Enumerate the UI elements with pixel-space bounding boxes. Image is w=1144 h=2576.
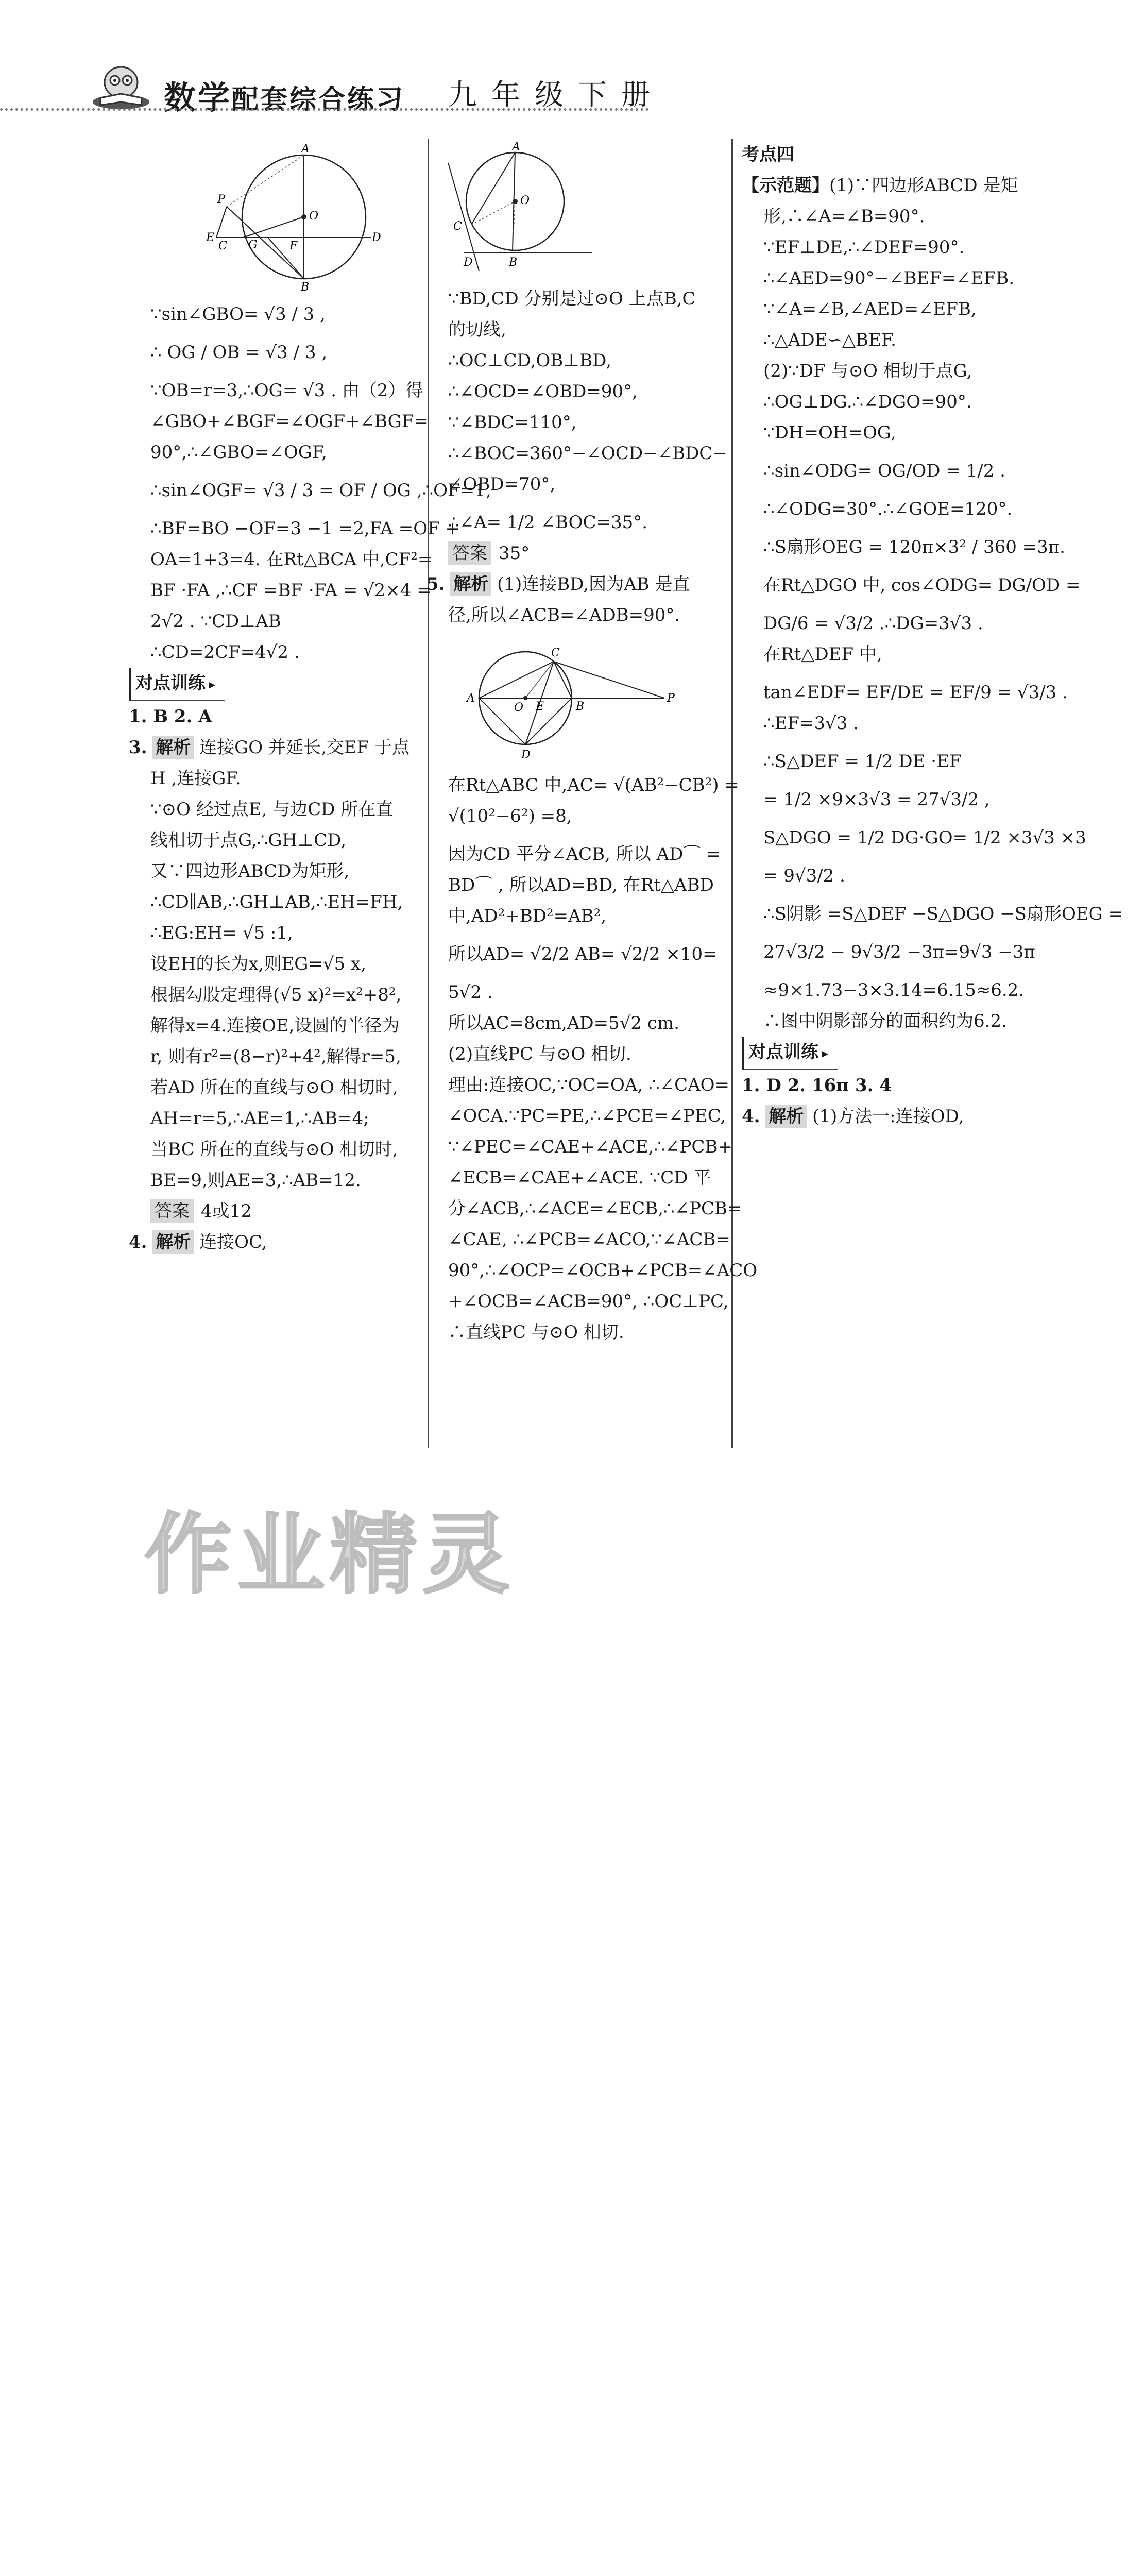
- analysis-tag: 解析: [450, 572, 491, 596]
- answer-row: 答案 35°: [448, 538, 726, 569]
- text-line: √(10²−6²) =8,: [448, 806, 572, 826]
- svg-text:E: E: [536, 700, 544, 713]
- text-line: 解得x=4.连接OE,设圆的半径为: [150, 1015, 400, 1036]
- header-dotted-rule: [0, 108, 649, 111]
- svg-text:C: C: [551, 647, 560, 659]
- answer-row: 答案 4或12: [129, 1196, 422, 1227]
- text-line: ∴S扇形OEG = 120π×3² / 360 =3π.: [763, 537, 1065, 557]
- watermark: 作业精灵: [144, 1504, 516, 1606]
- svg-text:B: B: [509, 256, 518, 269]
- text-line: 因为CD 平分∠ACB, 所以 AD⌒ =: [448, 844, 721, 865]
- svg-text:B: B: [301, 281, 310, 294]
- svg-text:C: C: [218, 240, 227, 252]
- text-line: ∵OB=r=3,∴OG= √3 . 由（2）得: [150, 380, 423, 401]
- text-line: ∴OC⊥CD,OB⊥BD,: [448, 350, 612, 371]
- text-line: 所以AC=8cm,AD=5√2 cm.: [448, 1013, 679, 1033]
- text-line: 若AD 所在的直线与⊙O 相切时,: [150, 1077, 398, 1098]
- svg-text:C: C: [453, 220, 462, 233]
- text-line: 的切线,: [448, 319, 506, 340]
- text-line: ∴OG⊥DG.∴∠DGO=90°.: [763, 392, 972, 412]
- text-line: OA=1+3=4. 在Rt△BCA 中,CF²=: [150, 549, 433, 570]
- text-line: BE=9,则AE=3,∴AB=12.: [150, 1170, 361, 1191]
- text-line: ∴直线PC 与⊙O 相切.: [448, 1322, 624, 1343]
- text-line: ∴∠BOC=360°−∠OCD−∠BDC−: [448, 443, 727, 464]
- text-line: 在Rt△ABC 中,AC= √(AB²−CB²) =: [448, 775, 739, 795]
- text-line: ∵∠BDC=110°,: [448, 412, 577, 433]
- analysis-tag: 解析: [152, 1230, 194, 1254]
- text-line: ∴∠AED=90°−∠BEF=∠EFB.: [763, 268, 1015, 289]
- svg-text:D: D: [464, 256, 473, 269]
- answer-line: 1. B 2. A: [129, 706, 212, 727]
- text-line: 线相切于点G,∴GH⊥CD,: [150, 830, 347, 851]
- text-line: BD⌒ , 所以AD=BD, 在Rt△ABD: [448, 875, 714, 895]
- text-line: ∴∠ODG=30°.∴∠GOE=120°.: [763, 499, 1013, 519]
- text-line: 27√3/2 − 9√3/2 −3π=9√3 −3π: [763, 942, 1035, 962]
- text-line: (2)直线PC 与⊙O 相切.: [448, 1044, 631, 1064]
- text-line: ∴EG:EH= √5 :1,: [150, 923, 293, 943]
- column-middle: [426, 139, 758, 1348]
- text-line: ∴CD∥AB,∴GH⊥AB,∴EH=FH,: [150, 892, 403, 912]
- text-line: 90°,∴∠OCP=∠OCB+∠PCB=∠ACO: [448, 1260, 758, 1281]
- analysis-tag: 解析: [765, 1105, 807, 1128]
- text-line: 90°,∴∠GBO=∠OGF,: [150, 442, 327, 463]
- svg-text:G: G: [248, 239, 258, 251]
- text-line: ∵sin∠GBO= √3 / 3 ,: [150, 304, 326, 325]
- text-line: AH=r=5,∴AE=1,∴AB=4;: [150, 1108, 369, 1129]
- section-heading-practice: 对点训练 ▸: [742, 1037, 838, 1070]
- text-line: ∴∠OCD=∠OBD=90°,: [448, 381, 638, 402]
- text-line: ∴S阴影 =S△DEF −S△DGO −S扇形OEG =: [763, 904, 1123, 924]
- text-line: 根据勾股定理得(√5 x)²=x²+8²,: [150, 985, 402, 1005]
- text-line: ∴S△DEF = 1/2 DE ·EF: [763, 751, 962, 772]
- text-line: ∠ECB=∠CAE+∠ACE. ∵CD 平: [448, 1167, 711, 1188]
- svg-text:P: P: [217, 193, 225, 206]
- text-line: ∵EF⊥DE,∴∠DEF=90°.: [763, 237, 965, 258]
- text-line: 在Rt△DGO 中, cos∠ODG= DG/OD =: [763, 575, 1081, 596]
- svg-text:O: O: [520, 194, 530, 207]
- svg-text:A: A: [512, 141, 520, 154]
- text-line: ≈9×1.73−3×3.14=6.15≈6.2.: [763, 980, 1025, 1001]
- text-line: 所以AD= √2/2 AB= √2/2 ×10=: [448, 944, 718, 964]
- topic-heading: 考点四: [742, 144, 794, 165]
- section-heading-practice: 对点训练 ▸: [129, 668, 225, 701]
- svg-text:A: A: [301, 143, 310, 156]
- text-line: BF ·FA ,∴CF =BF ·FA = √2×4 =: [150, 580, 432, 601]
- text-line: ∴ OG / OB = √3 / 3 ,: [150, 342, 328, 363]
- text-line: = 9√3/2 .: [763, 866, 845, 886]
- reading-owl-logo-icon: [90, 62, 152, 113]
- example-tag: 【示范题】: [742, 175, 829, 196]
- svg-text:O: O: [514, 701, 524, 714]
- grade-label: 九年级下册: [448, 78, 664, 112]
- answer-tag: 答案: [150, 1199, 194, 1223]
- answer-line: 1. D 2. 16π 3. 4: [742, 1075, 892, 1096]
- text-line: 理由:连接OC,∵OC=OA, ∴∠CAO=: [448, 1075, 730, 1095]
- text-line: (2)∵DF 与⊙O 相切于点G,: [763, 361, 972, 381]
- svg-text:D: D: [372, 231, 381, 244]
- svg-text:B: B: [576, 700, 585, 713]
- text-line: 5√2 .: [448, 982, 493, 1003]
- text-line: ∠OCA.∵PC=PE,∴∠PCE=∠PEC,: [448, 1106, 726, 1126]
- text-line: 2√2 . ∵CD⊥AB: [150, 611, 281, 632]
- text-line: +∠OCB=∠ACB=90°, ∴OC⊥PC,: [448, 1291, 729, 1312]
- text-line: ∴△ADE∽△BEF.: [763, 330, 896, 350]
- svg-text:O: O: [309, 210, 319, 223]
- text-line: 又∵四边形ABCD为矩形,: [150, 861, 350, 882]
- text-line: ∴EF=3√3 .: [763, 713, 859, 734]
- circle-geometry-figure-1: [206, 142, 381, 294]
- text-line: 设EH的长为x,则EG=√5 x,: [150, 954, 367, 974]
- text-line: 在Rt△DEF 中,: [763, 644, 882, 665]
- text-line: S△DGO = 1/2 DG·GO= 1/2 ×3√3 ×3: [763, 827, 1086, 848]
- text-line: 径,所以∠ACB=∠ADB=90°.: [448, 605, 680, 625]
- text-line: ∴∠A= 1/2 ∠BOC=35°.: [448, 512, 648, 533]
- column-divider: [428, 139, 429, 1448]
- page-header: [0, 0, 1144, 118]
- text-line: 分∠ACB,∴∠ACE=∠ECB,∴∠PCB=: [448, 1198, 742, 1219]
- problem-3-start: 3. 解析 连接GO 并延长,交EF 于点: [129, 732, 422, 763]
- circle-chord-figure: [448, 634, 695, 762]
- text-line: ∴图中阴影部分的面积约为6.2.: [763, 1011, 1007, 1031]
- svg-text:E: E: [206, 231, 215, 244]
- book-title: 数学配套综合练习: [164, 79, 405, 116]
- circle-tangent-figure: [448, 142, 597, 276]
- answer-tag: 答案: [448, 541, 491, 565]
- text-line: ∠OBD=70°,: [448, 474, 556, 495]
- svg-text:P: P: [667, 692, 675, 705]
- text-line: ∵⊙O 经过点E, 与边CD 所在直: [150, 799, 394, 820]
- text-line: ∵DH=OH=OG,: [763, 422, 896, 443]
- problem-4-start: 4. 解析 (1)方法一:连接OD,: [742, 1101, 1030, 1132]
- text-line: tan∠EDF= EF/DE = EF/9 = √3/3 .: [763, 682, 1068, 703]
- text-line: 当BC 所在的直线与⊙O 相切时,: [150, 1139, 398, 1160]
- text-line: ∠CAE, ∴∠PCB=∠ACO,∵∠ACB=: [448, 1229, 730, 1250]
- svg-text:A: A: [467, 692, 475, 705]
- text-line: DG/6 = √3/2 .∴DG=3√3 .: [763, 613, 983, 634]
- column-right: [742, 139, 1123, 1132]
- analysis-tag: 解析: [152, 736, 194, 759]
- text-line: ∵∠A=∠B,∠AED=∠EFB,: [763, 299, 977, 319]
- text-line: ∴CD=2CF=4√2 .: [150, 642, 300, 663]
- text-line: ∴BF=BO −OF=3 −1 =2,FA =OF +: [150, 518, 460, 539]
- problem-5-start: 5. 解析 (1)连接BD,因为AB 是直: [426, 569, 726, 600]
- text-line: 形,∴∠A=∠B=90°.: [763, 206, 925, 227]
- text-line: ∠GBO+∠BGF=∠OGF+∠BGF=: [150, 411, 429, 432]
- svg-text:F: F: [289, 240, 298, 252]
- text-line: ∴sin∠OGF= √3 / 3 = OF / OG ,∴OF=1,: [150, 480, 491, 501]
- problem-4-start: 4. 解析 连接OC,: [129, 1227, 422, 1258]
- text-line: ∵BD,CD 分别是过⊙O 上点B,C: [448, 289, 696, 309]
- example-start: 【示范题】(1)∵四边形ABCD 是矩: [742, 175, 1018, 196]
- text-line: ∴sin∠ODG= OG/OD = 1/2 .: [763, 461, 1005, 481]
- svg-text:D: D: [521, 749, 531, 761]
- text-line: = 1/2 ×9×3√3 = 27√3/2 ,: [763, 789, 990, 810]
- text-line: ∵∠PEC=∠CAE+∠ACE,∴∠PCB+: [448, 1137, 732, 1157]
- text-line: H ,连接GF.: [150, 768, 241, 789]
- text-line: r, 则有r²=(8−r)²+4²,解得r=5,: [150, 1046, 401, 1067]
- text-line: 中,AD²+BD²=AB²,: [448, 906, 607, 926]
